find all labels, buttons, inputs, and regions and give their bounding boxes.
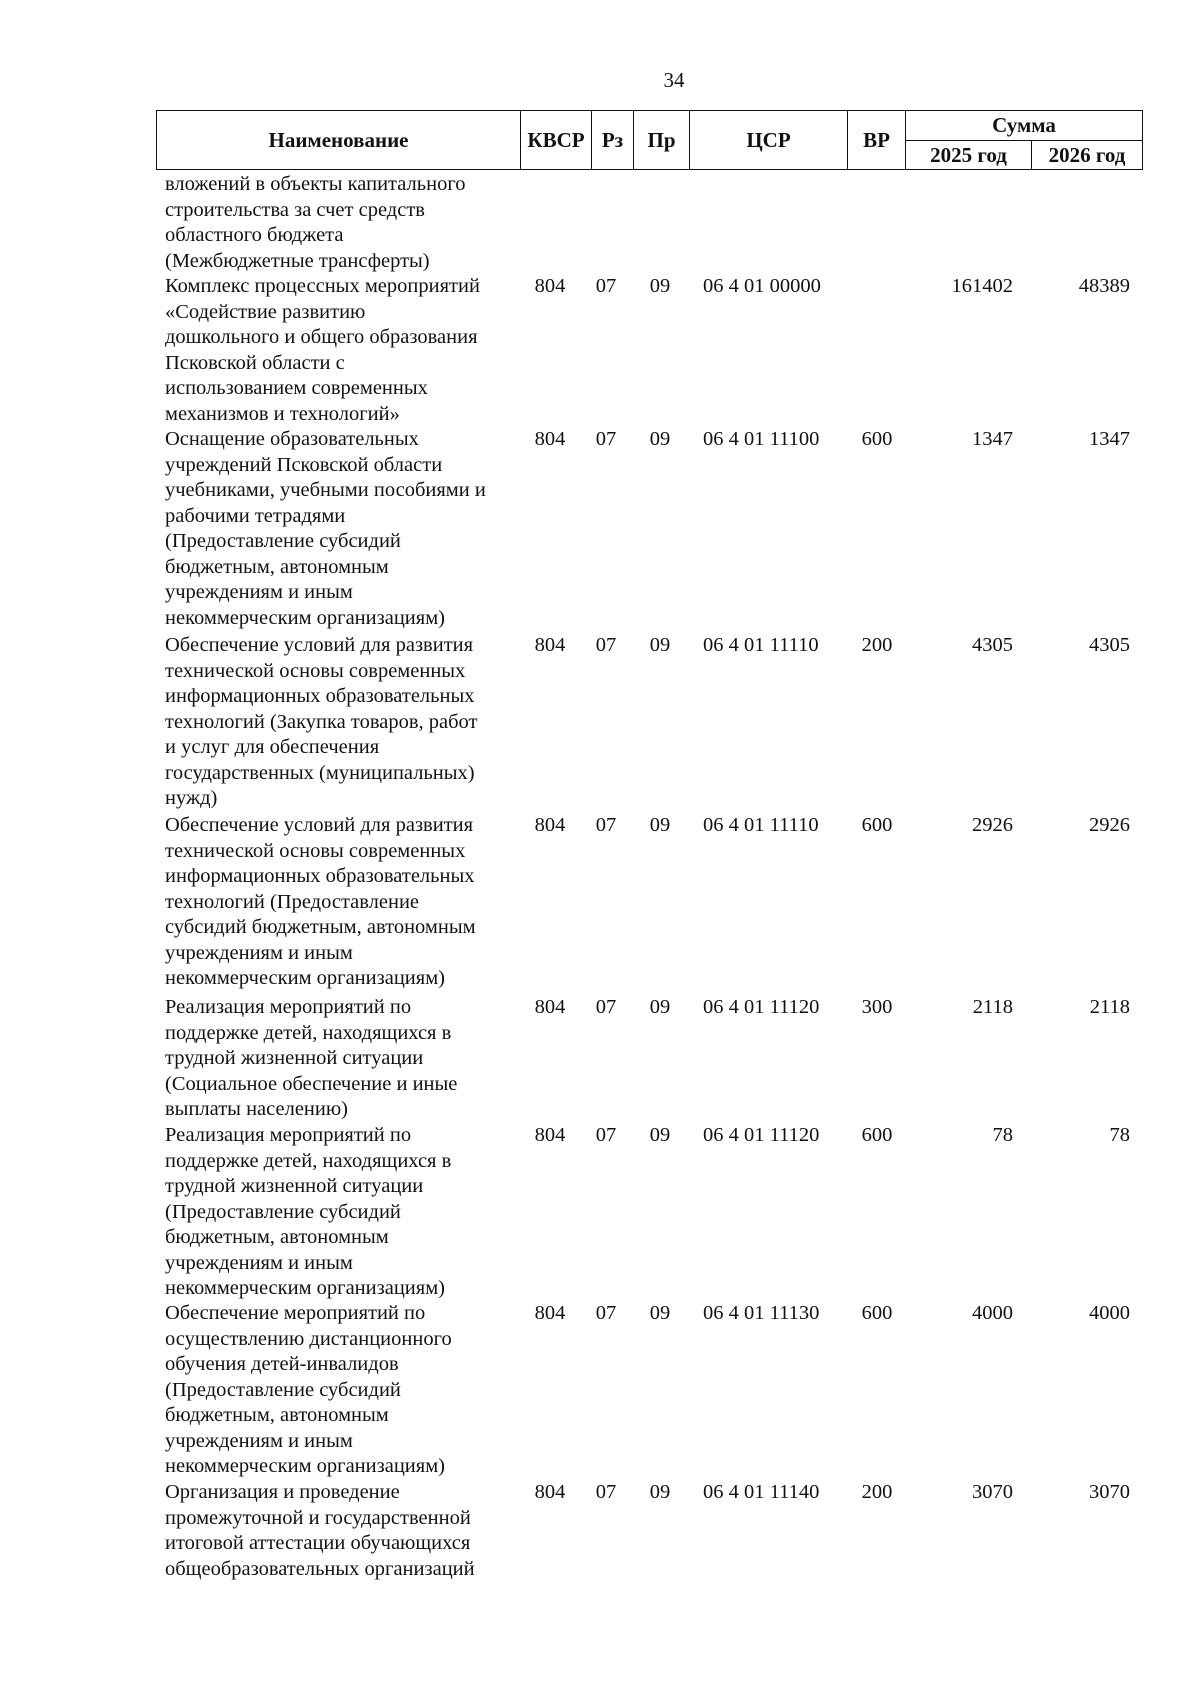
vr-cell: 600 — [861, 1302, 893, 1324]
header-vr: ВР — [848, 111, 906, 170]
pr-cell: 09 — [649, 1302, 671, 1324]
header-sum: Сумма — [906, 111, 1143, 141]
header-year-2025: 2025 год — [906, 140, 1032, 170]
header-year-2026: 2026 год — [1032, 140, 1143, 170]
sum-2026-cell: 2926 — [1089, 814, 1130, 836]
rz-cell: 07 — [595, 814, 617, 836]
row-name — [165, 1480, 520, 1582]
row-name-line: использованием современных — [165, 377, 428, 399]
kvsr-cell: 804 — [534, 634, 566, 656]
row-name-line: (Межбюджетные трансферты) — [165, 249, 430, 272]
kvsr-cell: 804 — [534, 1302, 566, 1324]
csr-cell: 06 4 01 00000 — [703, 275, 821, 297]
sum-2025-cell: 161402 — [951, 275, 1013, 297]
rz-cell: 07 — [595, 1481, 617, 1503]
row-name-line: Оснащение образовательных — [165, 428, 419, 450]
row-name-line: (Предоставление субсидий — [165, 1378, 401, 1401]
row-name-line: Псковской области с — [165, 351, 345, 374]
rz-cell: 07 — [595, 1124, 617, 1146]
rz-cell: 07 — [595, 275, 617, 297]
sum-2025-cell: 3070 — [972, 1481, 1013, 1503]
row-name-line: Организация и проведение — [165, 1481, 400, 1503]
row-name-line: Реализация мероприятий по — [165, 996, 412, 1018]
row-name-line: некоммерческим организациям) — [165, 606, 445, 629]
csr-cell: 06 4 01 11140 — [703, 1481, 820, 1503]
vr-cell: 600 — [861, 428, 893, 450]
row-name — [165, 1123, 520, 1302]
row-name-line: (Предоставление субсидий — [165, 530, 401, 552]
row-name — [165, 1301, 520, 1480]
row-name-line: поддержке детей, находящихся в — [165, 1021, 452, 1044]
row-name — [165, 813, 520, 992]
row-name-line: технической основы современных — [165, 839, 466, 862]
sum-2026-cell: 4305 — [1089, 634, 1130, 656]
row-name-line: государственных (муниципальных) — [165, 761, 475, 784]
row-name-line: технологий (Предоставление — [165, 890, 420, 913]
vr-cell: 200 — [861, 1481, 893, 1503]
rz-cell: 07 — [595, 996, 617, 1018]
row-name — [165, 172, 520, 274]
row-name-line: (Предоставление субсидий — [165, 1200, 401, 1223]
header-name: Наименование — [157, 111, 521, 170]
row-name — [165, 995, 520, 1123]
row-name-line: вложений в объекты капитального — [165, 173, 466, 195]
vr-cell: 300 — [861, 996, 893, 1018]
row-name-line: бюджетным, автономным — [165, 555, 389, 578]
kvsr-cell: 804 — [534, 275, 566, 297]
table-header — [156, 110, 1143, 170]
csr-cell: 06 4 01 11100 — [703, 428, 820, 450]
row-name-line: технологий (Закупка товаров, работ — [165, 710, 478, 733]
vr-cell: 600 — [861, 1124, 893, 1146]
header-kvsr: КВСР — [521, 111, 592, 170]
vr-cell: 600 — [861, 814, 893, 836]
row-name-line: нужд) — [165, 787, 218, 809]
page-number: 34 — [663, 68, 685, 92]
kvsr-cell: 804 — [534, 1124, 566, 1146]
row-name — [165, 633, 520, 812]
sum-2025-cell: 2926 — [972, 814, 1013, 836]
row-name-line: выплаты населению) — [165, 1098, 349, 1120]
kvsr-cell: 804 — [534, 814, 566, 836]
kvsr-cell: 804 — [534, 996, 566, 1018]
row-name-line: строительства за счет средств — [165, 198, 425, 221]
row-name-line: Обеспечение условий для развития — [165, 634, 474, 656]
csr-cell: 06 4 01 11130 — [703, 1302, 820, 1324]
sum-2026-cell: 78 — [1109, 1124, 1130, 1146]
row-name-line: некоммерческим организациям) — [165, 1277, 445, 1299]
row-name-line: Комплекс процессных мероприятий — [165, 275, 480, 297]
csr-cell: 06 4 01 11120 — [703, 996, 820, 1018]
row-name-line: итоговой аттестации обучающихся — [165, 1532, 471, 1554]
row-name-line: некоммерческим организациям) — [165, 967, 445, 989]
row-name-line: промежуточной и государственной — [165, 1506, 471, 1529]
sum-2025-cell: 2118 — [972, 996, 1013, 1018]
row-name-line: обучения детей-инвалидов — [165, 1353, 399, 1375]
row-name-line: (Социальное обеспечение и иные — [165, 1072, 458, 1095]
row-name-line: технической основы современных — [165, 659, 466, 682]
header-csr: ЦСР — [690, 111, 848, 170]
pr-cell: 09 — [649, 428, 671, 450]
row-name-line: и услуг для обеспечения — [165, 736, 380, 758]
row-name — [165, 274, 520, 427]
header-rz: Рз — [592, 111, 634, 170]
sum-2025-cell: 1347 — [972, 428, 1013, 450]
row-name-line: Обеспечение условий для развития — [165, 814, 474, 836]
row-name-line: учреждений Псковской области — [165, 453, 443, 476]
pr-cell: 09 — [649, 1481, 671, 1503]
csr-cell: 06 4 01 11110 — [703, 814, 819, 836]
pr-cell: 09 — [649, 996, 671, 1018]
csr-cell: 06 4 01 11110 — [703, 634, 819, 656]
row-name-line: механизмов и технологий» — [165, 402, 400, 425]
pr-cell: 09 — [649, 814, 671, 836]
sum-2025-cell: 4305 — [972, 634, 1013, 656]
row-name-line: субсидий бюджетным, автономным — [165, 916, 476, 938]
vr-cell: 200 — [861, 634, 893, 656]
row-name-line: бюджетным, автономным — [165, 1226, 389, 1248]
row-name — [165, 427, 520, 631]
row-name-line: учреждениям и иным — [165, 1251, 353, 1274]
row-name-line: информационных образовательных — [165, 685, 475, 707]
rz-cell: 07 — [595, 1302, 617, 1324]
row-name-line: учреждениям и иным — [165, 581, 353, 603]
sum-2025-cell: 78 — [992, 1124, 1013, 1146]
csr-cell: 06 4 01 11120 — [703, 1124, 820, 1146]
pr-cell: 09 — [649, 1124, 671, 1146]
row-name-line: трудной жизненной ситуации — [165, 1175, 424, 1197]
rz-cell: 07 — [595, 428, 617, 450]
pr-cell: 09 — [649, 275, 671, 297]
row-name-line: осуществлению дистанционного — [165, 1327, 452, 1350]
sum-2026-cell: 1347 — [1089, 428, 1130, 450]
row-name-line: информационных образовательных — [165, 865, 475, 887]
kvsr-cell: 804 — [534, 1481, 566, 1503]
sum-2026-cell: 2118 — [1089, 996, 1130, 1018]
row-name-line: Реализация мероприятий по — [165, 1124, 412, 1146]
pr-cell: 09 — [649, 634, 671, 656]
header-pr: Пр — [634, 111, 690, 170]
row-name-line: «Содействие развитию — [165, 300, 366, 323]
sum-2026-cell: 48389 — [1078, 275, 1130, 297]
row-name-line: Обеспечение мероприятий по — [165, 1302, 426, 1324]
row-name-line: некоммерческим организациям) — [165, 1455, 445, 1477]
row-name-line: учреждениям и иным — [165, 941, 353, 964]
row-name-line: поддержке детей, находящихся в — [165, 1149, 452, 1172]
sum-2026-cell: 4000 — [1089, 1302, 1130, 1324]
kvsr-cell: 804 — [534, 428, 566, 450]
row-name-line: дошкольного и общего образования — [165, 326, 478, 348]
row-name-line: учреждениям и иным — [165, 1429, 353, 1452]
row-name-line: трудной жизненной ситуации — [165, 1047, 424, 1069]
row-name-line: общеобразовательных организаций — [165, 1557, 475, 1580]
row-name-line: учебниками, учебными пособиями и — [165, 479, 486, 501]
row-name-line: бюджетным, автономным — [165, 1404, 389, 1426]
rz-cell: 07 — [595, 634, 617, 656]
sum-2026-cell: 3070 — [1089, 1481, 1130, 1503]
row-name-line: рабочими тетрадями — [165, 504, 346, 527]
row-name-line: областного бюджета — [165, 224, 344, 246]
sum-2025-cell: 4000 — [972, 1302, 1013, 1324]
